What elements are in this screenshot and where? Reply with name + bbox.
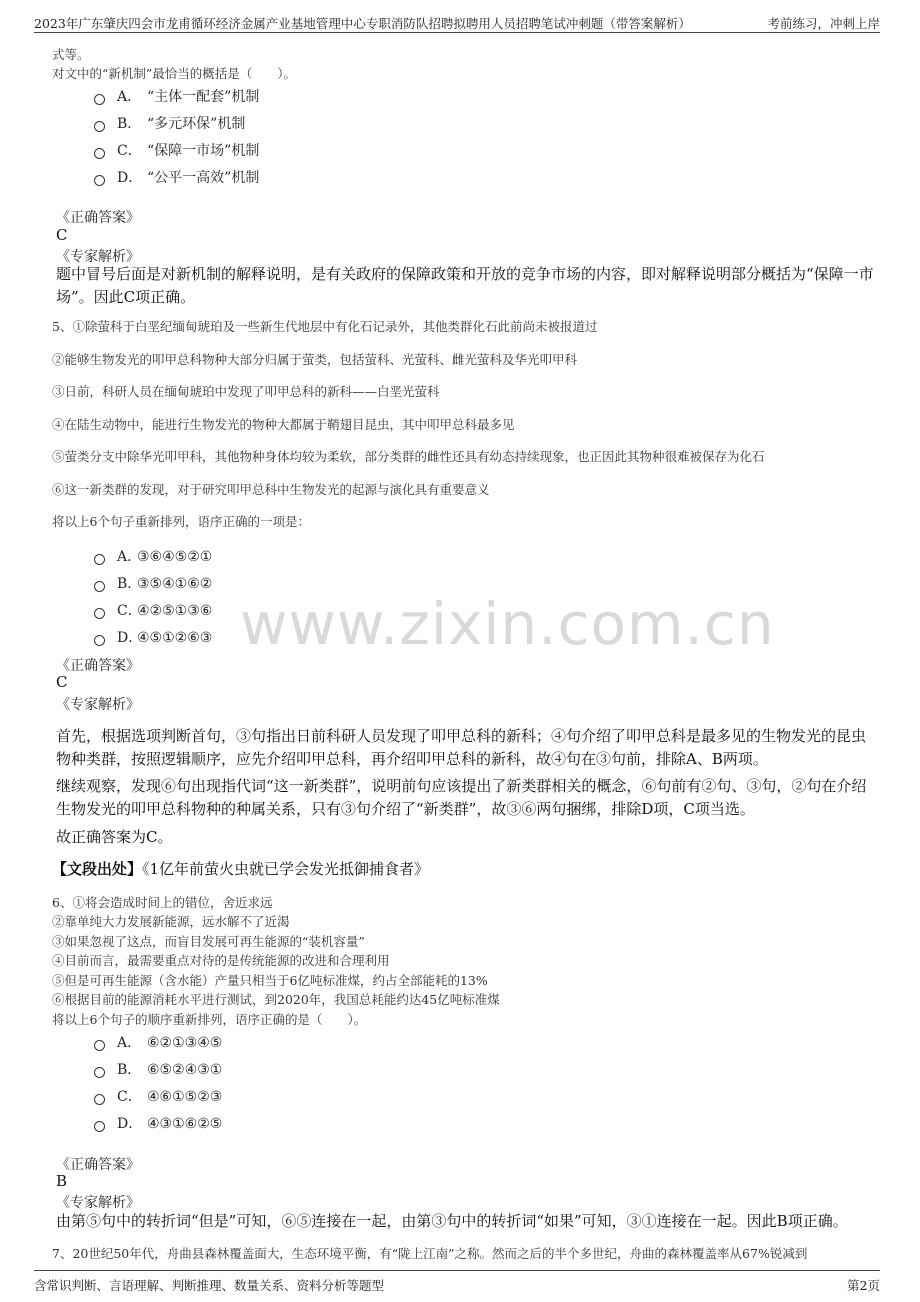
q4-option-c[interactable]: C． “保障一市场”机制 [94, 140, 259, 160]
q6-analysis: 由第⑤句中的转折词“但是”可知，⑥⑤连接在一起，由第③句中的转折词“如果”可知，③①连接在一起。因此B项正确。 [56, 1212, 848, 1230]
radio-button-icon[interactable] [94, 148, 105, 159]
q4-stem: 对文中的“新机制”最恰当的概括是（ ）。 [52, 66, 297, 81]
q6-sentence-2: ②靠单纯大力发展新能源，远水解不了近渴 [52, 914, 290, 929]
radio-button-icon[interactable] [94, 1040, 105, 1051]
q4-option-d[interactable]: D． “公平一高效”机制 [94, 167, 259, 187]
q5-analysis-p1: 首先，根据选项判断首句，③句指出日前科研人员发现了叩甲总科的新科；④句介绍了叩甲总科是最多见的生物发光的昆虫物种类群，按照逻辑顺序，应先介绍叩甲总科，再介绍叩甲总科的新科，故④句在③句前，排除A、B两项。 [56, 727, 867, 768]
radio-button-icon[interactable] [94, 175, 105, 186]
q5-sentence-6: ⑥这一新类群的发现，对于研究叩甲总科中生物发光的起源与演化具有重要意义 [52, 482, 490, 497]
q5-analysis-p2: 继续观察，发现⑥句出现指代词“这一新类群”，说明前句应该提出了新类群相关的概念，⑥句前有②句、③句，②句在介绍生物发光的叩甲总科物种的种属关系，只有③句介绍了“新类群”，故③⑥两句捆绑，排除D项，C项当选。 [56, 777, 867, 818]
q5-source [52, 858, 429, 879]
page-footer [34, 1270, 880, 1295]
q5-source-title: 《1亿年前萤火虫就已学会发光抵御捕食者》 [142, 860, 430, 878]
q4-answer-label: 《正确答案》 [56, 210, 140, 226]
q5-option-c[interactable]: C．④②⑤①③⑥ [94, 600, 212, 620]
q6-sentence-4: ④目前而言，最需要重点对待的是传统能源的改进和合理利用 [52, 953, 390, 968]
q5-sentence-3: ③日前，科研人员在缅甸琥珀中发现了叩甲总科的新科——白垩光萤科 [52, 384, 440, 399]
q6-option-b[interactable]: B． ⑥⑤②④③① [94, 1059, 222, 1079]
radio-button-icon[interactable] [94, 608, 105, 619]
q6-option-a[interactable]: A． ⑥②①③④⑤ [94, 1032, 222, 1052]
radio-button-icon[interactable] [94, 1121, 105, 1132]
q6-analysis-label: 《专家解析》 [56, 1195, 140, 1211]
q5-stem: 将以上6个句子重新排列，语序正确的一项是： [52, 514, 310, 529]
watermark: www.zixin.com.cn [240, 590, 775, 658]
q5-sentence-4: ④在陆生动物中，能进行生物发光的物种大都属于鞘翅目昆虫，其中叩甲总科最多见 [52, 417, 515, 432]
q6-answer: B [56, 1172, 68, 1190]
q4-answer: C [56, 226, 68, 244]
q4-analysis: 题中冒号后面是对新机制的解释说明，是有关政府的保障政策和开放的竞争市场的内容，即对解释说明部分概括为“保障一市场”。因此C项正确。 [56, 265, 874, 306]
radio-button-icon[interactable] [94, 554, 105, 565]
radio-button-icon[interactable] [94, 121, 105, 132]
page-header [34, 8, 880, 33]
page-number: 第2页 [847, 1278, 880, 1293]
q6-sentence-5: ⑤但是可再生能源（含水能）产量只相当于6亿吨标准煤，约占全部能耗的13% [52, 973, 488, 988]
q6-option-c[interactable]: C． ④⑥①⑤②③ [94, 1086, 222, 1106]
footer-description: 含常识判断、言语理解、判断推理、数量关系、资料分析等题型 [34, 1278, 385, 1293]
q5-option-a[interactable]: A．③⑥④⑤②① [94, 546, 212, 566]
q5-source-label: 【文段出处】 [52, 860, 143, 878]
q4-tail: 式等。 [52, 47, 90, 62]
radio-button-icon[interactable] [94, 94, 105, 105]
q5-sentence-2: ②能够生物发光的叩甲总科物种大部分归属于萤类，包括萤科、光萤科、雌光萤科及华光叩甲科 [52, 352, 578, 367]
q6-option-d[interactable]: D． ④③①⑥②⑤ [94, 1113, 222, 1133]
radio-button-icon[interactable] [94, 635, 105, 646]
radio-button-icon[interactable] [94, 1067, 105, 1078]
q5-answer-label: 《正确答案》 [56, 658, 140, 674]
q6-answer-label: 《正确答案》 [56, 1157, 140, 1173]
q5-analysis-p3: 故正确答案为C。 [56, 828, 173, 846]
radio-button-icon[interactable] [94, 581, 105, 592]
document-title: 2023年广东肇庆四会市龙甫循环经济金属产业基地管理中心专职消防队招聘拟聘用人员招聘笔试冲刺题（带答案解析） [34, 16, 691, 31]
header-slogan: 考前练习，冲刺上岸 [767, 16, 880, 31]
q7-sentence-1: 7、20世纪50年代，舟曲县森林覆盖面大，生态环境平衡，有“陇上江南”之称。然而之后的半个多世纪，舟曲的森林覆盖率从67%锐减到 [52, 1246, 808, 1261]
q5-sentence-5: ⑤萤类分支中除华光叩甲科，其他物种身体均较为柔软，部分类群的雌性还具有幼态持续现象，也正因此其物种很难被保存为化石 [52, 449, 765, 464]
q5-option-b[interactable]: B．③⑤④①⑥② [94, 573, 212, 593]
q6-stem: 将以上6个句子的顺序重新排列，语序正确的是（ ）。 [52, 1012, 367, 1027]
q4-analysis-label: 《专家解析》 [56, 249, 140, 265]
q6-sentence-6: ⑥根据目前的能源消耗水平进行测试，到2020年，我国总耗能约达45亿吨标准煤 [52, 992, 500, 1007]
q4-option-a[interactable]: A． “主体一配套”机制 [94, 86, 259, 106]
q5-analysis-label: 《专家解析》 [56, 697, 140, 713]
q5-sentence-1: 5、①除萤科于白垩纪缅甸琥珀及一些新生代地层中有化石记录外，其他类群化石此前尚未被报道过 [52, 319, 598, 334]
q6-sentence-1: 6、①将会造成时间上的错位，舍近求远 [52, 895, 273, 910]
q6-sentence-3: ③如果忽视了这点，而盲目发展可再生能源的“装机容量” [52, 934, 365, 949]
q4-option-b[interactable]: B． “多元环保”机制 [94, 113, 245, 133]
q5-option-d[interactable]: D．④⑤①②⑥③ [94, 627, 212, 647]
q5-answer: C [56, 673, 68, 691]
radio-button-icon[interactable] [94, 1094, 105, 1105]
